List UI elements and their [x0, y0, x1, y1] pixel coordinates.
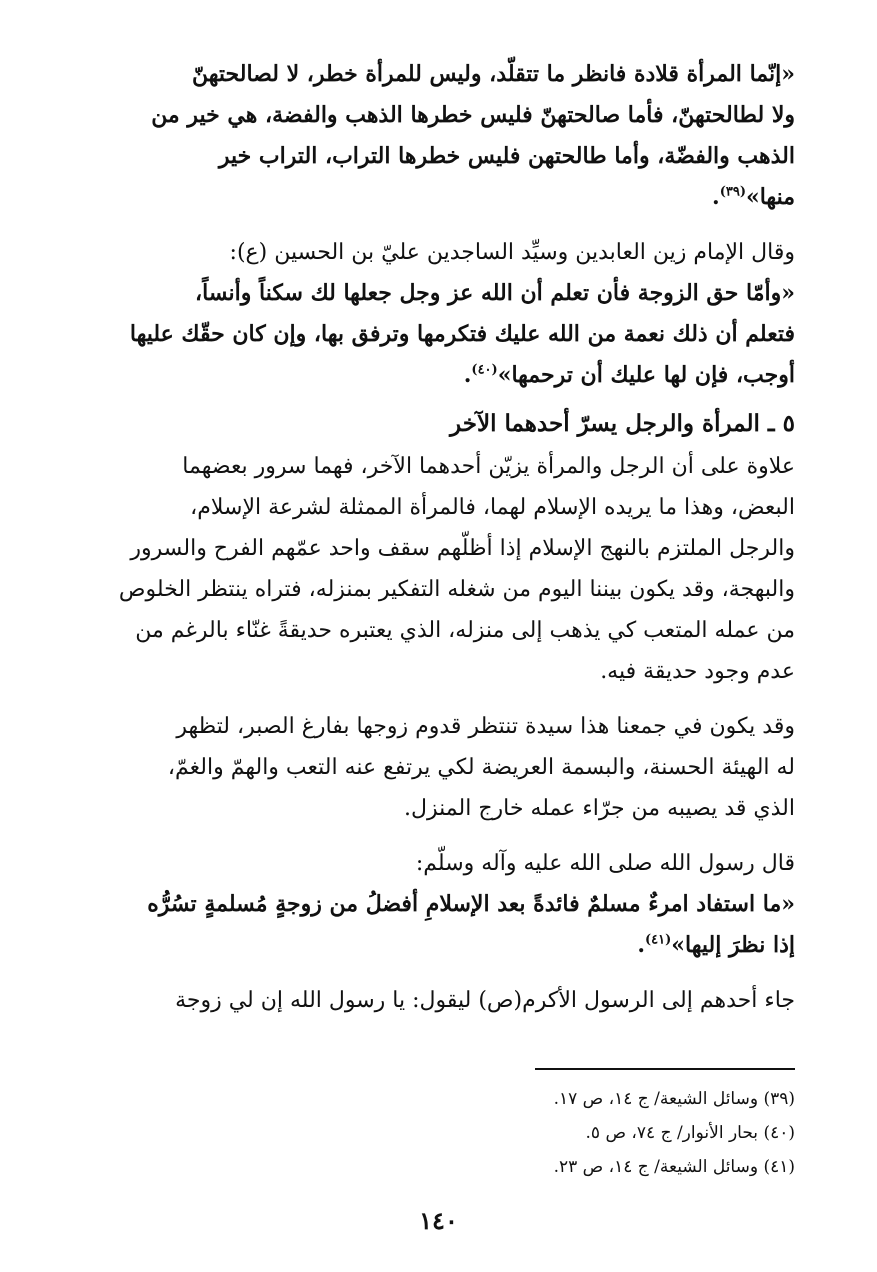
period: .: [637, 932, 646, 958]
text-line: جاء أحدهم إلى الرسول الأكرم(ص) ليقول: يا رسول الله إن لي زوجة: [175, 988, 795, 1013]
text-line: علاوة على أن الرجل والمرأة يزيّن أحدهما الآخر، فهما سرور بعضهما: [182, 454, 795, 479]
text-line: من عمله المتعب كي يذهب إلى منزله، الذي يعتبره حديقةً غنّاء بالرغم من: [135, 618, 795, 643]
text-line: [82, 925, 795, 966]
text-line: «إنّما المرأة قلادة فانظر ما تتقلّد، وليس للمرأة خطر، لا لصالحتهنّ: [192, 61, 795, 87]
text-line: الذهب والفضّة، وأما طالحتهن فليس خطرها التراب، التراب خير: [218, 143, 795, 169]
footnote-39: (٣٩) وسائل الشيعة/ ج ١٤، ص ١٧.: [553, 1089, 795, 1109]
intro-imam-sajjad: [82, 232, 795, 273]
text-line: له الهيئة الحسنة، والبسمة العريضة لكي يرتفع عنه التعب والهمّ والغمّ،: [167, 755, 795, 780]
text-line: «وأمّا حق الزوجة فأن تعلم أن الله عز وجل جعلها لك سكناً وأنساً،: [195, 280, 795, 306]
quote-muslim-wife: [82, 884, 795, 966]
period: .: [712, 184, 720, 210]
footnote-41: (٤١) وسائل الشيعة/ ج ١٤، ص ٢٣.: [553, 1157, 795, 1177]
text-line: عدم وجود حديقة فيه.: [600, 659, 795, 684]
text-line: [82, 177, 795, 218]
period: .: [463, 362, 472, 388]
footnote-ref-39: (٣٩): [719, 184, 746, 200]
paragraph-continuation: [82, 980, 795, 1021]
text-line: «ما استفاد امرءٌ مسلمٌ فائدةً بعد الإسلامِ أفضلُ من زوجةٍ مُسلمةٍ تسُرُّه: [147, 891, 795, 917]
quote-tail: منها»: [745, 184, 795, 210]
intro-prophet: [82, 843, 795, 884]
quote-tail: إذا نظرَ إليها»: [671, 932, 795, 958]
footnote-ref-41: (٤١): [645, 932, 672, 948]
quote-woman-necklace: [82, 54, 795, 218]
text-line: البعض، وهذا ما يريده الإسلام لهما، فالمرأة الممثلة لشرعة الإسلام،: [190, 495, 795, 520]
footnote-divider: [535, 1068, 795, 1070]
text-line: الذي قد يصيبه من جرّاء عمله خارج المنزل.: [404, 796, 795, 821]
paragraph-waiting-wife: [82, 706, 795, 829]
text-line: قال رسول الله صلى الله عليه وآله وسلّم:: [415, 851, 795, 876]
section-heading: ٥ ـ المرأة والرجل يسرّ أحدهما الآخر: [450, 410, 795, 437]
text-line: والبهجة، وقد يكون بيننا اليوم من شغله التفكير بمنزله، فتراه ينتظر الخلوص: [118, 577, 795, 602]
text-line: وقد يكون في جمعنا هذا سيدة تنتظر قدوم زوجها بفارغ الصبر، لتظهر: [176, 714, 795, 739]
footnote-ref-40: (٤٠): [471, 362, 498, 378]
page-number: ١٤٠: [419, 1206, 458, 1235]
paragraph-joy: [82, 446, 795, 692]
quote-wife-right: [82, 273, 795, 396]
quote-tail: أوجب، فإن لها عليك أن ترحمها»: [497, 362, 795, 388]
text-line: وقال الإمام زين العابدين وسيِّد الساجدين عليّ بن الحسين (ع):: [229, 240, 795, 265]
text-line: والرجل الملتزم بالنهج الإسلام إذا أظلّهم سقف واحد عمّهم الفرح والسرور: [130, 536, 795, 561]
footnote-40: (٤٠) بحار الأنوار/ ج ٧٤، ص ٥.: [585, 1123, 795, 1143]
text-line: [82, 355, 795, 396]
text-line: ولا لطالحتهنّ، فأما صالحتهنّ فليس خطرها الذهب والفضة، هي خير من: [151, 102, 795, 128]
footnotes: [82, 1082, 795, 1184]
text-line: فتعلم أن ذلك نعمة من الله عليك فتكرمها وترفق بها، وإن كان حقّك عليها: [129, 321, 795, 347]
